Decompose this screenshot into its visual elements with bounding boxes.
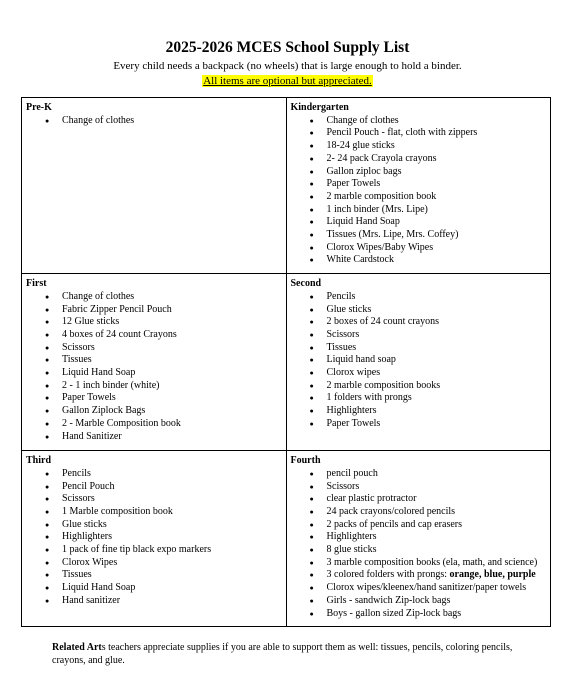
list-item: ● 1 inch binder (Mrs. Lipe) [327,204,547,217]
grade-cell-first [22,274,287,451]
list-item: ● Change of clothes [327,115,547,128]
supply-list [26,115,282,128]
list-item: ● Tissues [62,354,282,367]
grade-heading: Second [290,278,322,290]
list-item: ● Liquid Hand Soap [62,582,282,595]
optional-note-wrap [0,74,575,89]
list-item: ● 24 pack crayons/colored pencils [327,506,547,519]
list-item: ● Paper Towels [62,392,282,405]
supply-list [291,115,547,267]
related-arts-label: Related Art [52,642,102,653]
list-item: ● 1 pack of fine tip black expo markers [62,544,282,557]
list-item: ● Gallon Ziplock Bags [62,405,282,418]
list-item: ● White Cardstock [327,254,547,267]
list-item: ● Paper Towels [327,418,547,431]
list-item: ● Highlighters [327,531,547,544]
list-item: ● Scissors [327,481,547,494]
folder-colors: orange, blue, purple [449,569,536,581]
page-title: 2025-2026 MCES School Supply List [165,39,410,56]
table-row [22,274,551,451]
grade-heading: Fourth [290,455,321,467]
list-item: ● 1 folders with prongs [327,392,547,405]
supply-list [291,468,547,620]
grade-heading: Pre-K [26,102,52,113]
list-item: ● 2 packs of pencils and cap erasers [327,519,547,532]
supply-table [21,97,551,627]
related-arts-text: s teachers appreciate supplies if you are able to support them as well: tissues, pencils, coloring pencils, crayons, and glue. [52,642,513,666]
list-item: ● Glue sticks [327,304,547,317]
list-item: ● Fabric Zipper Pencil Pouch [62,304,282,317]
list-item: ● Highlighters [327,405,547,418]
list-item: ● 2 - 1 inch binder (white) [62,380,282,393]
list-item: ● Boys - gallon sized Zip-lock bags [327,608,547,621]
list-item: ● Tissues (Mrs. Lipe, Mrs. Coffey) [327,229,547,242]
table-row [22,451,551,627]
list-item: ● Pencils [327,291,547,304]
list-item: ● Glue sticks [62,519,282,532]
list-item: ● 2- 24 pack Crayola crayons [327,153,547,166]
list-item: ● Pencil Pouch - flat, cloth with zippers [327,127,547,140]
list-item: ● Pencils [62,468,282,481]
list-item: ● Hand Sanitizer [62,431,282,444]
list-item: ● Clorox wipes/kleenex/hand sanitizer/paper towels [327,582,547,595]
grade-cell-prek [22,98,287,274]
list-item: ● Highlighters [62,531,282,544]
list-item: ● Change of clothes [62,115,282,128]
supply-list [26,291,282,443]
optional-note: All items are optional but appreciated. [203,75,372,87]
list-item: ● clear plastic protractor [327,493,547,506]
list-item: ● Liquid hand soap [327,354,547,367]
list-item: ● Girls - sandwich Zip-lock bags [327,595,547,608]
grade-cell-third [22,451,287,627]
grade-cell-second [286,274,551,451]
list-item: ● Liquid Hand Soap [62,367,282,380]
list-item [327,569,547,582]
list-item: ● Paper Towels [327,178,547,191]
list-item: ● 1 Marble composition book [62,506,282,519]
list-item: ● Clorox wipes [327,367,547,380]
grade-heading: Kindergarten [290,102,349,113]
list-item: ● Gallon ziploc bags [327,166,547,179]
list-item: ● Liquid Hand Soap [327,216,547,229]
list-item: ● 18-24 glue sticks [327,140,547,153]
list-item: ● 8 glue sticks [327,544,547,557]
list-item: ● 12 Glue sticks [62,316,282,329]
list-item: ● Pencil Pouch [62,481,282,494]
list-item: ● Clorox Wipes/Baby Wipes [327,242,547,255]
list-item: ● Clorox Wipes [62,557,282,570]
related-arts-note [52,641,522,667]
grade-heading: First [26,278,47,290]
list-item: ● Scissors [62,493,282,506]
backpack-note: Every child needs a backpack (no wheels) that is large enough to hold a binder. [113,60,462,72]
list-item: ● pencil pouch [327,468,547,481]
list-item: ● Tissues [62,569,282,582]
list-item: ● Scissors [327,329,547,342]
grade-cell-kindergarten [286,98,551,274]
list-item: ● 2 marble composition book [327,191,547,204]
list-item: ● 3 marble composition books (ela, math, and science) [327,557,547,570]
grade-cell-fourth [286,451,551,627]
table-row [22,98,551,274]
list-item: ● 2 - Marble Composition book [62,418,282,431]
list-item: ● Change of clothes [62,291,282,304]
list-item: ● Hand sanitizer [62,595,282,608]
folders-text: 3 colored folders with prongs: [326,569,450,581]
list-item: ● 2 boxes of 24 count crayons [327,316,547,329]
list-item: ● Tissues [327,342,547,355]
grade-heading: Third [26,455,52,467]
supply-list [291,291,547,431]
list-item: ● 2 marble composition books [327,380,547,393]
list-item: ● Scissors [62,342,282,355]
list-item: ● 4 boxes of 24 count Crayons [62,329,282,342]
supply-list [26,468,282,608]
